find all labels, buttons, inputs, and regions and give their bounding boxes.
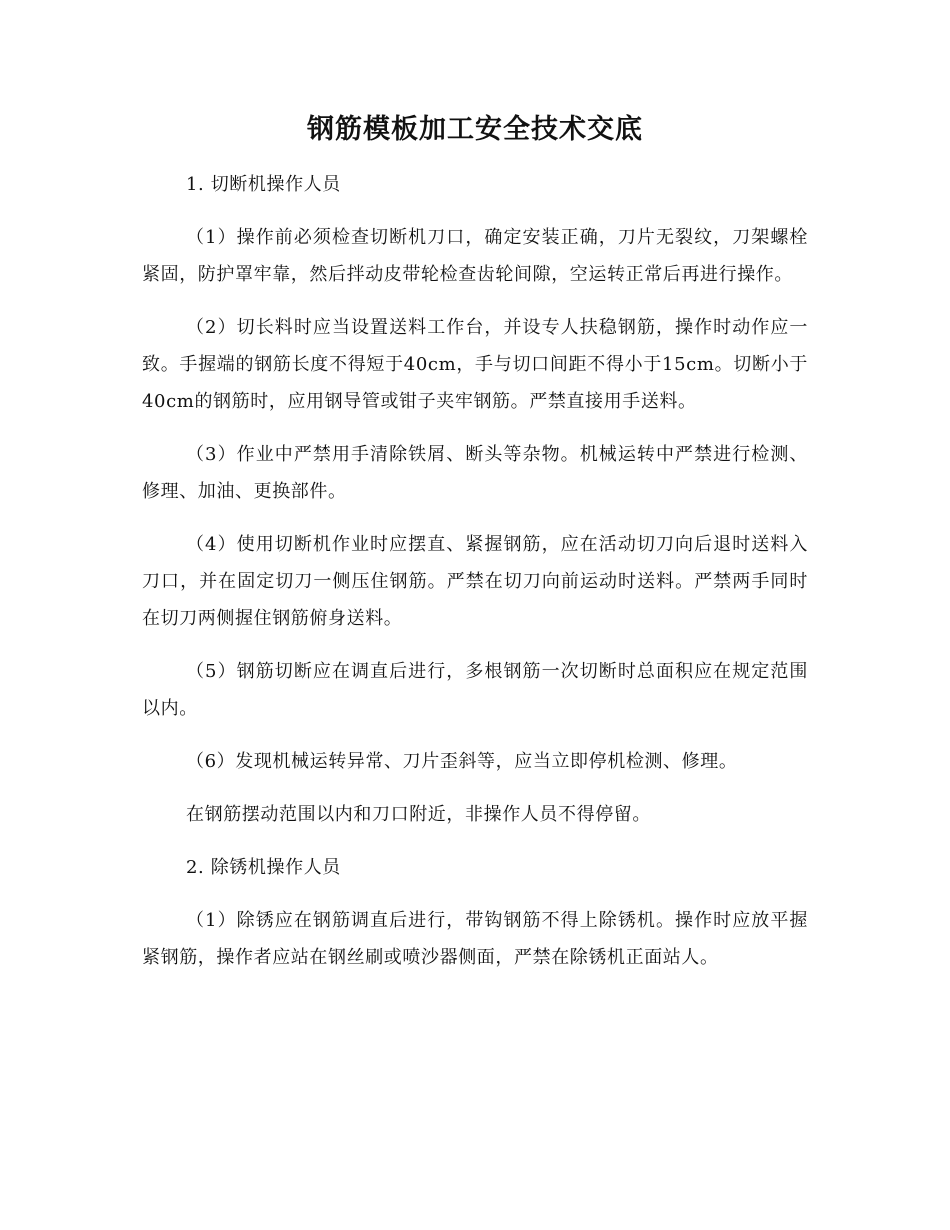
paragraph-cutter-rule-6: （6）发现机械运转异常、刀片歪斜等，应当立即停机检测、修理。 <box>186 751 738 772</box>
section-heading-derusting-operators: 2. 除锈机操作人员 <box>186 857 341 878</box>
section-heading-cutter-operators: 1. 切断机操作人员 <box>186 174 341 195</box>
paragraph-cutter-rule-2: （2）切长料时应当设置送料工作台，并设专人扶稳钢筋，操作时动作应一致。手握端的钢筋长度不得短于40cm，手与切口间距不得小于15cm。切断小于40cm的钢筋时，应用钢导管或钳子夹牢钢筋。严禁直接用手送料。 <box>142 317 808 412</box>
document-body <box>142 166 808 976</box>
paragraph-cutter-closing-note: 在钢筋摆动范围以内和刀口附近，非操作人员不得停留。 <box>186 804 651 825</box>
paragraph-cutter-rule-1: （1）操作前必须检查切断机刀口，确定安装正确，刀片无裂纹，刀架螺栓紧固，防护罩牢靠，然后拌动皮带轮检查齿轮间隙，空运转正常后再进行操作。 <box>142 227 808 285</box>
document-title: 钢筋模板加工安全技术交底 <box>307 114 643 145</box>
paragraph-cutter-rule-4: （4）使用切断机作业时应摆直、紧握钢筋，应在活动切刀向后退时送料入刀口，并在固定切刀一侧压住钢筋。严禁在切刀向前运动时送料。严禁两手同时在切刀两侧握住钢筋俯身送料。 <box>142 534 808 629</box>
paragraph-derusting-rule-1: （1）除锈应在钢筋调直后进行，带钩钢筋不得上除锈机。操作时应放平握紧钢筋，操作者应站在钢丝刷或喷沙器侧面，严禁在除锈机正面站人。 <box>142 910 808 968</box>
paragraph-cutter-rule-3: （3）作业中严禁用手清除铁屑、断头等杂物。机械运转中严禁进行检测、修理、加油、更换部件。 <box>142 444 808 502</box>
paragraph-cutter-rule-5: （5）钢筋切断应在调直后进行，多根钢筋一次切断时总面积应在规定范围以内。 <box>142 661 808 719</box>
